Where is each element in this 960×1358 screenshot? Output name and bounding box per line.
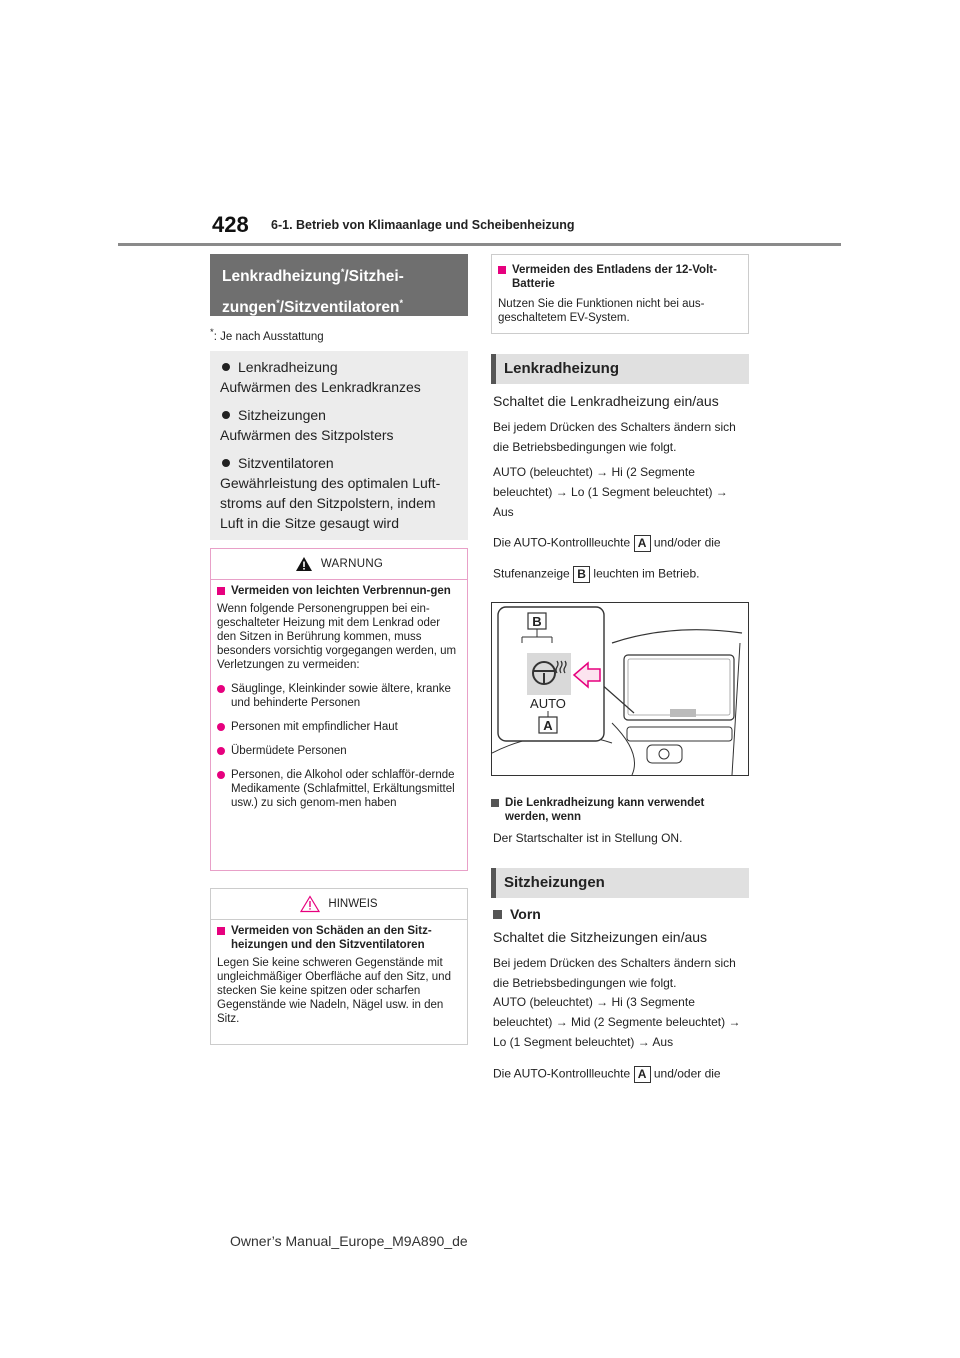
bullet-icon <box>222 459 230 467</box>
square-bullet-icon <box>498 266 506 274</box>
body-text: Die AUTO-Kontrollleuchte A und/oder die <box>493 535 721 550</box>
label-a-tag: A <box>634 1066 651 1083</box>
warning-icon <box>295 556 313 572</box>
auto-text: AUTO <box>530 696 566 711</box>
bullet-icon <box>217 723 225 731</box>
usable-text: Der Startschalter ist in Stellung ON. <box>493 831 683 845</box>
list-item: Säuglinge, Kleinkinder sowie ältere, kranke und behinderte Personen <box>217 682 461 710</box>
dashboard-figure <box>491 602 749 776</box>
header-divider <box>118 243 841 246</box>
notice-header <box>211 889 467 920</box>
footer-manual-id: Owner’s Manual_Europe_M9A890_de <box>230 1233 468 1249</box>
title-part: zungen <box>222 299 277 317</box>
page-number: 428 <box>212 212 249 237</box>
bullet-icon <box>217 685 225 693</box>
bullet-icon <box>222 411 230 419</box>
feature-description: Aufwärmen des Lenkradkranzes <box>220 379 421 395</box>
bullet-icon <box>217 771 225 779</box>
body-text: AUTO (beleuchtet) → Hi (3 Segmente beleuchtet) → Mid (2 Segmente beleuchtet) → Lo (1 Segment beleuchtet) → Aus <box>493 995 741 1049</box>
section-title-banner <box>210 254 468 316</box>
callout-label-a: A <box>543 718 553 733</box>
feature-heading: Sitzheizungen <box>220 405 458 425</box>
asterisk: * <box>340 267 345 277</box>
notice-text: Legen Sie keine schweren Gegenstände mit ungleichmäßiger Oberfläche auf den Sitz, und stecken Sie keine spitzen oder scharfen Gegenstände wie Nadeln, Nägel usw. in den Sitz. <box>217 957 451 1025</box>
title-part: /Sitzventilatoren <box>279 299 400 317</box>
footnote: *: Je nach Ausstattung <box>210 327 324 343</box>
warning-label: WARNUNG <box>320 558 384 570</box>
list-item: Personen mit empfindlicher Haut <box>217 720 461 734</box>
chapter-title: 6-1. Betrieb von Klimaanlage und Scheibenheizung <box>271 218 575 232</box>
feature-description: Gewährleistung des optimalen Luft-stroms auf den Sitzpolstern, indem Luft in die Sitze gesaugt wird <box>220 475 441 531</box>
feature-list <box>210 351 468 540</box>
body-text: Bei jedem Drücken des Schalters ändern sich die Betriebsbedingungen wie folgt. <box>493 420 736 454</box>
warning-heading: Vermeiden von leichten Verbrennun-gen <box>217 584 461 598</box>
usable-heading: Die Lenkradheizung kann verwendet werden, wenn <box>491 796 749 824</box>
label-b-tag: B <box>573 566 590 583</box>
title-part: Lenkradheizung <box>222 268 341 286</box>
body-text: Bei jedem Drücken des Schalters ändern sich die Betriebsbedingungen wie folgt. <box>493 956 736 990</box>
feature-description: Aufwärmen des Sitzpolsters <box>220 427 394 443</box>
section-header-lenkradheizung: Lenkradheizung <box>491 354 749 384</box>
label-a-tag: A <box>634 535 651 552</box>
square-bullet-icon <box>491 799 499 807</box>
section-header-sitzheizungen: Sitzheizungen <box>491 868 749 898</box>
warning-box <box>210 548 468 871</box>
warning-header <box>211 549 467 580</box>
lead-text: Schaltet die Sitzheizungen ein/aus <box>493 929 708 945</box>
body-text: Die AUTO-Kontrollleuchte A und/oder die <box>493 1066 721 1081</box>
lead-text: Schaltet die Lenkradheizung ein/aus <box>493 393 719 409</box>
body-text: Stufenanzeige B leuchten im Betrieb. <box>493 566 700 581</box>
caution-icon <box>300 895 320 913</box>
battery-heading: Vermeiden des Entladens der 12-Volt-Batterie <box>498 263 742 291</box>
notice-box <box>210 888 468 1045</box>
notice-heading: Vermeiden von Schäden an den Sitz-heizungen und den Sitzventilatoren <box>217 924 461 952</box>
battery-note-box <box>491 254 749 334</box>
notice-label: HINWEIS <box>328 898 378 910</box>
bullet-icon <box>217 747 225 755</box>
feature-heading: Lenkradheizung <box>220 357 458 377</box>
square-bullet-icon <box>493 910 502 919</box>
battery-text: Nutzen Sie die Funktionen nicht bei aus-geschaltetem EV-System. <box>498 298 705 324</box>
square-bullet-icon <box>217 927 225 935</box>
dashboard-illustration <box>492 603 748 775</box>
asterisk: * <box>276 298 280 309</box>
callout-label-b: B <box>532 614 542 629</box>
title-part: /Sitzhei- <box>344 268 404 286</box>
feature-heading: Sitzventilatoren <box>220 453 458 473</box>
asterisk: * <box>399 298 403 309</box>
body-text: AUTO (beleuchtet) → Hi (2 Segmente beleuchtet) → Lo (1 Segment beleuchtet) → Aus <box>493 465 728 519</box>
sub-heading-vorn: Vorn <box>493 906 541 922</box>
bullet-icon <box>222 363 230 371</box>
warning-intro: Wenn folgende Personengruppen bei ein-geschalteter Heizung mit dem Lenkrad oder den Sitzen in Berührung kommen, muss besonders vorsichtig vorgegangen werden, um Verletzungen zu vermeiden: <box>217 603 457 671</box>
list-item: Personen, die Alkohol oder schlafför-dernde Medikamente (Schlafmittel, Erkältungsmittel usw.) zu sich genom-men haben <box>217 768 461 810</box>
asterisk: * <box>210 327 214 338</box>
list-item: Übermüdete Personen <box>217 744 461 758</box>
square-bullet-icon <box>217 587 225 595</box>
